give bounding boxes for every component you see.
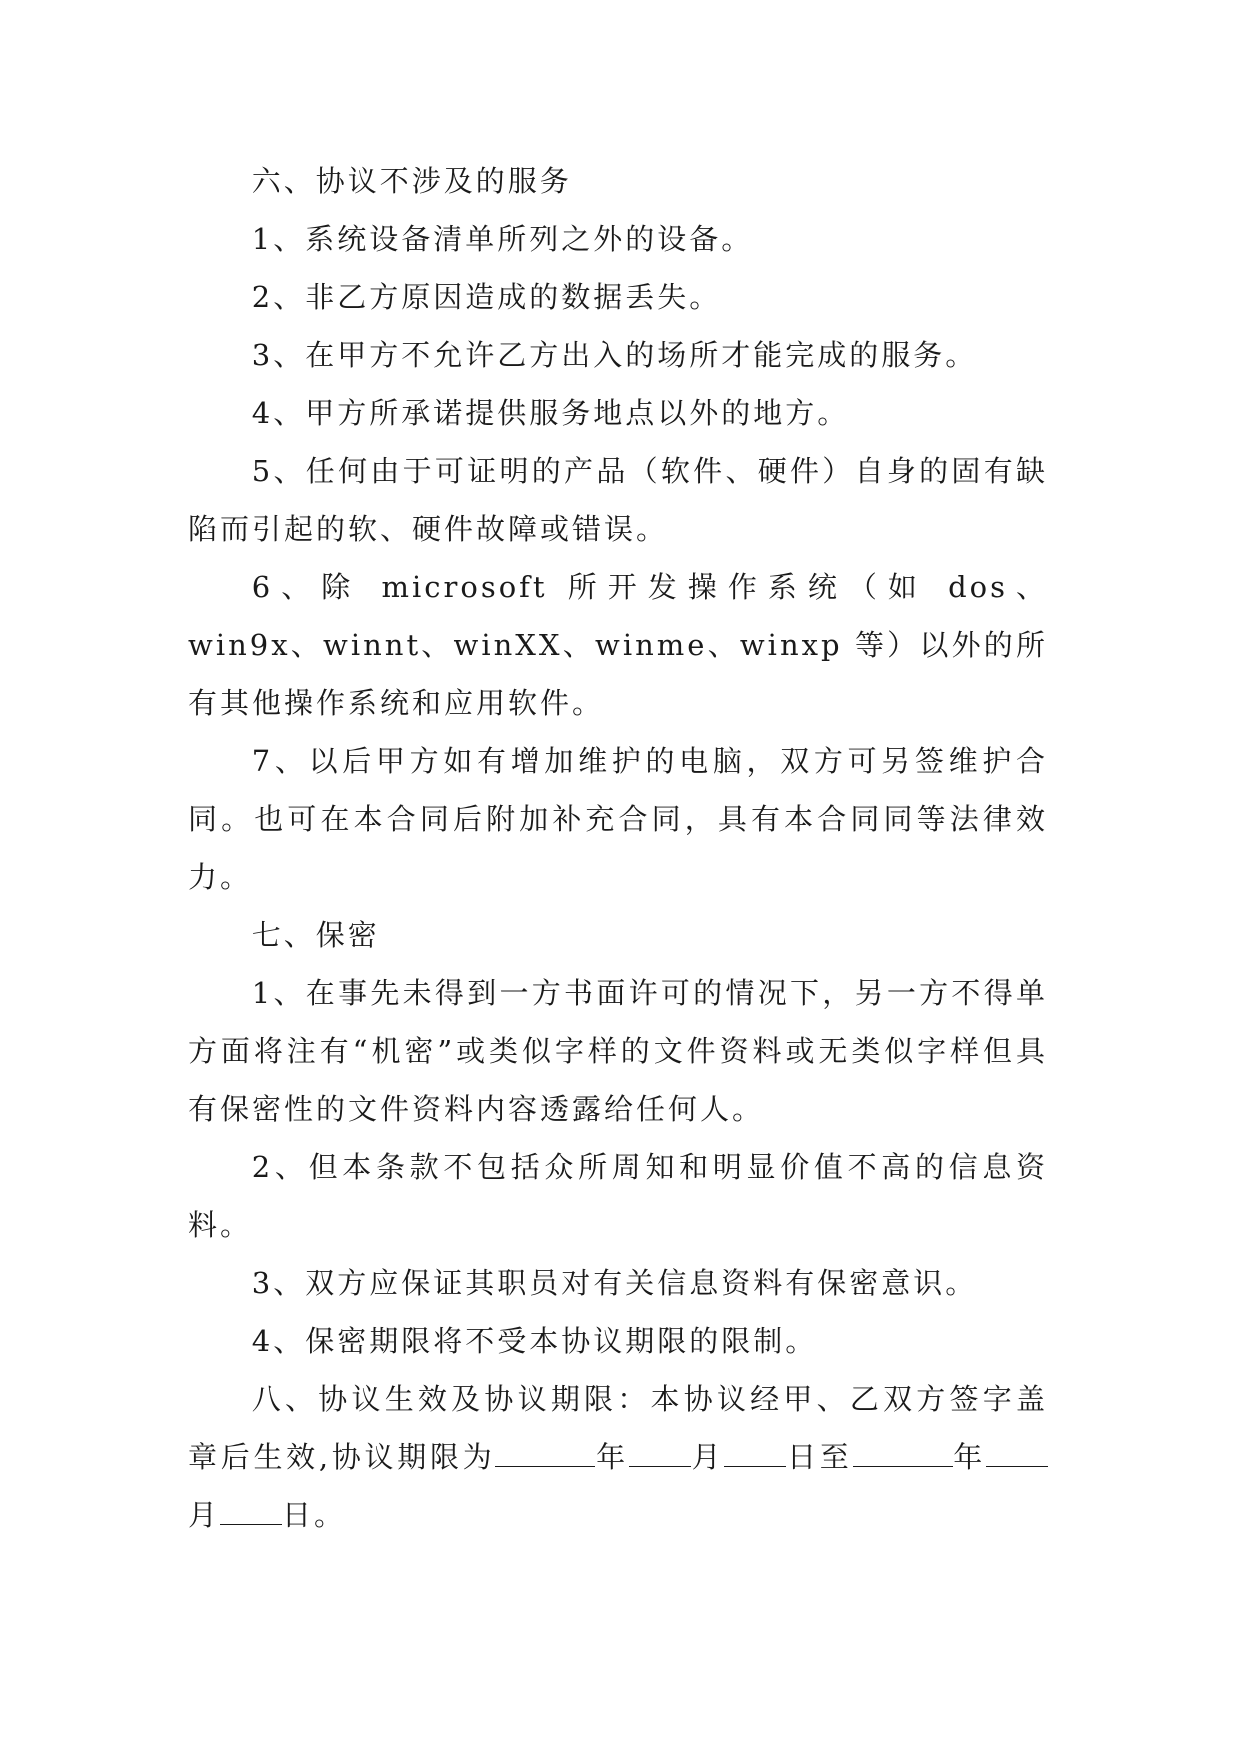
- section-6-item-1: 1、系统设备清单所列之外的设备。: [251, 222, 754, 256]
- term-year-1: 年: [595, 1440, 629, 1474]
- blank-start-month: [629, 1432, 691, 1467]
- section-6-item-7: 7、以后甲方如有增加维护的电脑，双方可另签维护合同。也可在本合同后附加补充合同，具有本合同同等法律效力。: [188, 744, 1048, 894]
- section-7-item-1: 1、在事先未得到一方书面许可的情况下，另一方不得单方面将注有“机密”或类似字样的文件资料或无类似字样但具有保密性的文件资料内容透露给任何人。: [188, 976, 1048, 1126]
- term-day-end: 日。: [282, 1498, 347, 1532]
- section-7-heading: 七、保密: [251, 918, 380, 952]
- section-7-item-3: 3、双方应保证其职员对有关信息资料有保密意识。: [251, 1266, 978, 1300]
- section-6-item-5: 5、任何由于可证明的产品（软件、硬件）自身的固有缺陷而引起的软、硬件故障或错误。: [188, 454, 1048, 546]
- blank-end-day: [220, 1490, 282, 1525]
- term-text: 八、协议生效及协议期限：本协议经甲、乙双方签字盖章后生效,协议期限为: [188, 1382, 1048, 1474]
- section-6-item-6: 6、除 microsoft 所开发操作系统（如 dos、win9x、winnt、winXX、winme、winxp 等）以外的所有其他操作系统和应用软件。: [188, 570, 1048, 720]
- section-6-item-3: 3、在甲方不允许乙方出入的场所才能完成的服务。: [251, 338, 978, 372]
- blank-start-day: [724, 1432, 786, 1467]
- blank-start-year: [495, 1432, 595, 1467]
- blank-end-month: [986, 1432, 1048, 1467]
- term-day-to: 日至: [786, 1440, 853, 1474]
- blank-end-year: [853, 1432, 953, 1467]
- section-7-item-2: 2、但本条款不包括众所周知和明显价值不高的信息资料。: [188, 1150, 1048, 1242]
- section-8-term: [188, 1370, 1048, 1544]
- section-6-item-2: 2、非乙方原因造成的数据丢失。: [251, 280, 722, 314]
- section-6-item-4: 4、甲方所承诺提供服务地点以外的地方。: [251, 396, 850, 430]
- term-year-2: 年: [952, 1440, 986, 1474]
- term-month-2: 月: [188, 1498, 221, 1532]
- term-month-1: 月: [690, 1440, 725, 1474]
- section-6-heading: 六、协议不涉及的服务: [251, 164, 572, 198]
- section-7-item-4: 4、保密期限将不受本协议期限的限制。: [251, 1324, 818, 1358]
- document-page: [188, 152, 1048, 1544]
